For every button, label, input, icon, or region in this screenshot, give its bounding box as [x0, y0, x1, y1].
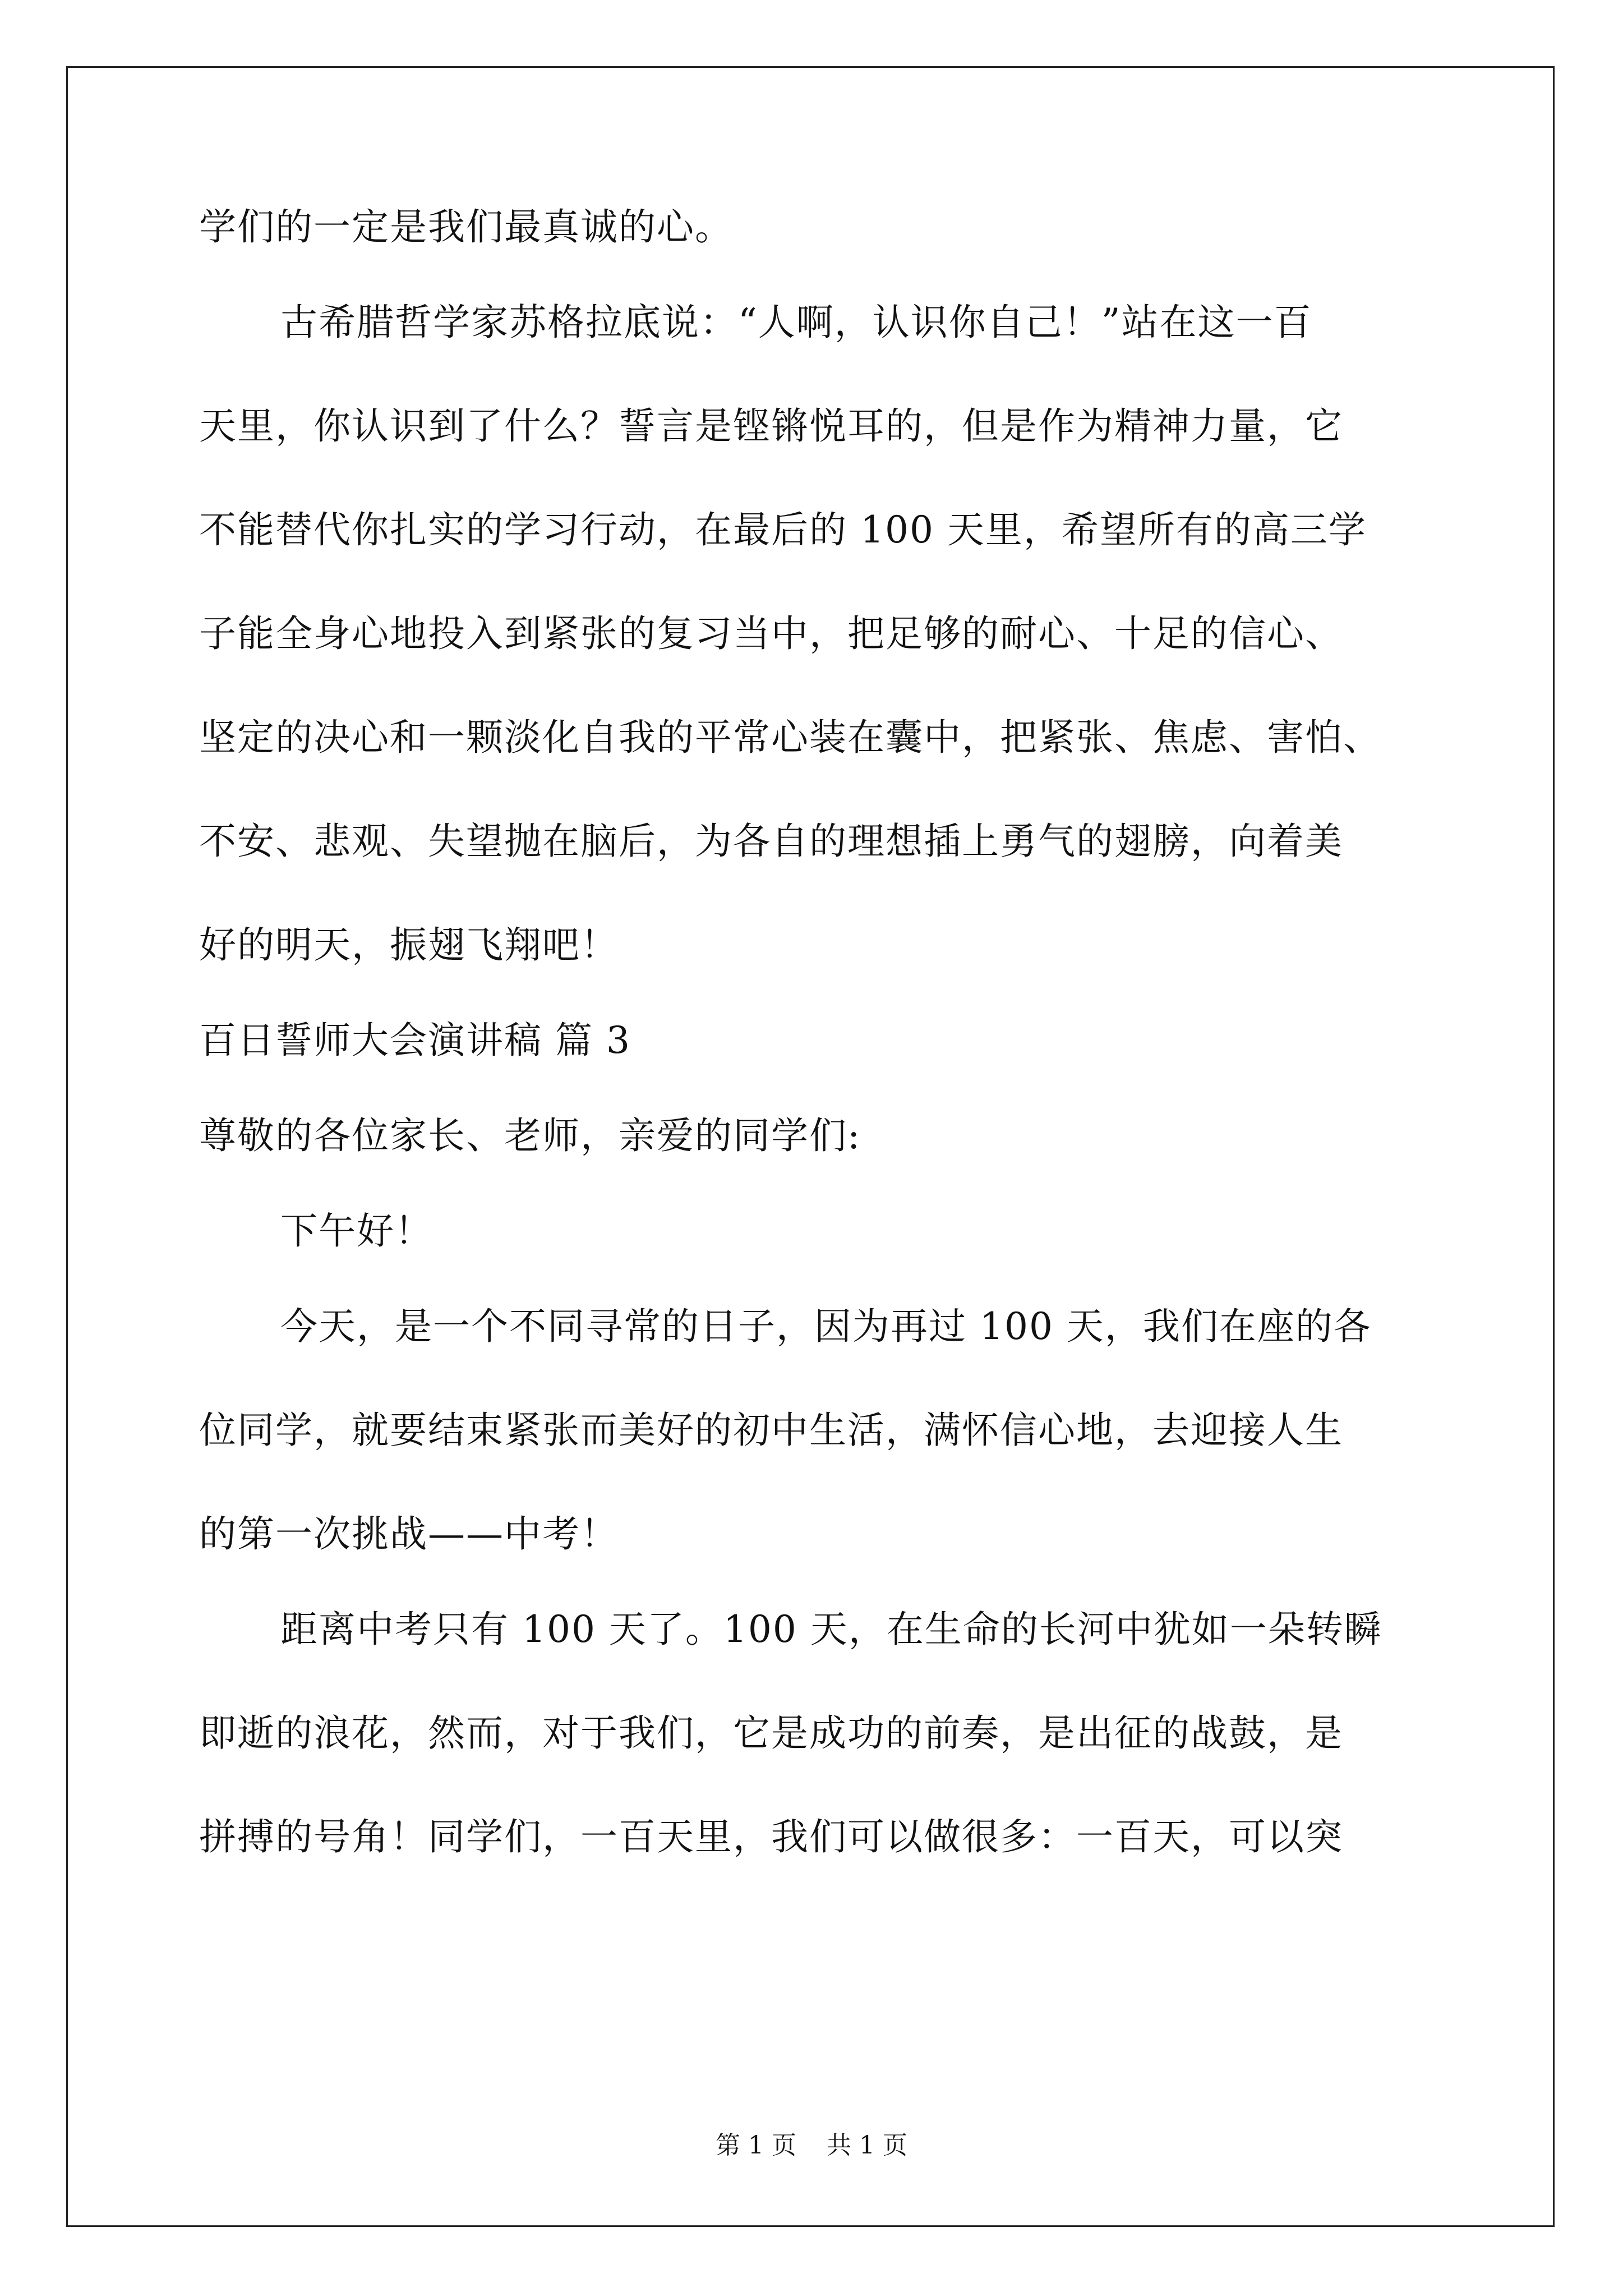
document-body — [199, 202, 1433, 1916]
paragraph-line: 距离中考只有 100 天了。100 天，在生命的长河中犹如一朵转瞬 — [280, 1608, 1382, 1651]
page-total: 共 1 页 — [827, 2131, 907, 2160]
paragraph-line: 不安、悲观、失望抛在脑后，为各自的理想插上勇气的翅膀，向着美 — [199, 820, 1343, 863]
page-footer — [0, 2129, 1623, 2162]
paragraph-line: 今天，是一个不同寻常的日子，因为再过 100 天，我们在座的各 — [280, 1305, 1372, 1348]
paragraph-line: 学们的一定是我们最真诚的心。 — [199, 205, 733, 249]
section-heading: 百日誓师大会演讲稿 篇 3 — [199, 1019, 631, 1062]
paragraph-line: 的第一次挑战——中考！ — [199, 1512, 619, 1556]
greeting: 下午好！ — [280, 1209, 433, 1253]
paragraph-line: 位同学，就要结束紧张而美好的初中生活，满怀信心地，去迎接人生 — [199, 1409, 1343, 1452]
paragraph-line: 不能替代你扎实的学习行动，在最后的 100 天里，希望所有的高三学 — [199, 508, 1367, 551]
paragraph-line: 好的明天，振翅飞翔吧！ — [199, 923, 619, 967]
paragraph-line: 天里，你认识到了什么？誓言是铿锵悦耳的，但是作为精神力量，它 — [199, 404, 1343, 448]
paragraph-line: 古希腊哲学家苏格拉底说：“人啊，认识你自己！”站在这一百 — [280, 301, 1312, 344]
paragraph-line: 拼搏的号角！同学们，一百天里，我们可以做很多：一百天，可以突 — [199, 1815, 1343, 1858]
paragraph-line: 子能全身心地投入到紧张的复习当中，把足够的耐心、十足的信心、 — [199, 612, 1343, 655]
salutation: 尊敬的各位家长、老师，亲爱的同学们: — [199, 1114, 861, 1157]
paragraph-line: 即逝的浪花，然而，对于我们，它是成功的前奏，是出征的战鼓，是 — [199, 1711, 1343, 1755]
paragraph-line: 坚定的决心和一颗淡化自我的平常心装在囊中，把紧张、焦虑、害怕、 — [199, 716, 1381, 759]
page-number: 第 1 页 — [716, 2131, 796, 2160]
